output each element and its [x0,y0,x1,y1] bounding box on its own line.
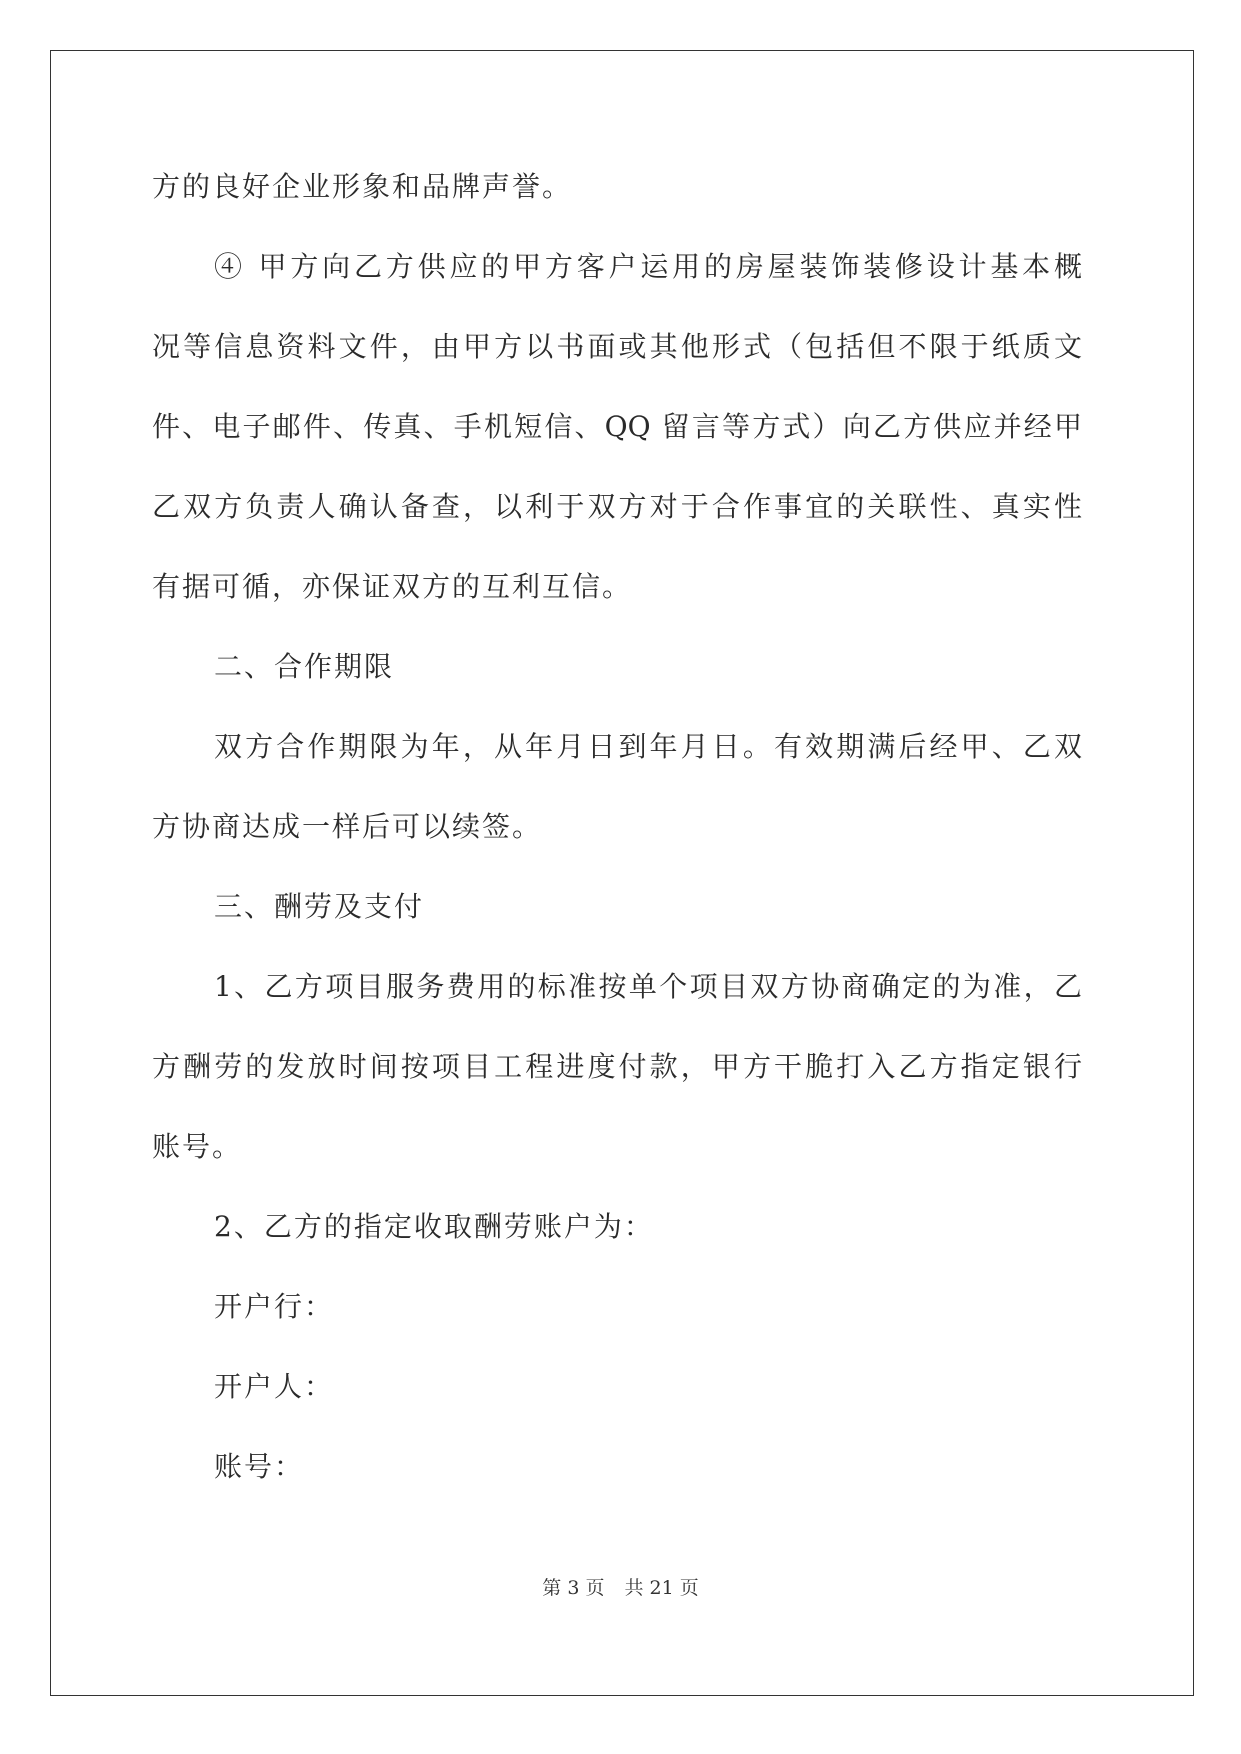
section-heading: 三、酬劳及支付 [214,890,425,923]
paragraph-line: 双方合作期限为年，从年月日到年月日。有效期满后经甲、乙双 [214,730,1082,763]
account-holder-label: 开户人： [214,1370,335,1403]
paragraph-line: 方协商达成一样后可以续签。 [152,810,543,843]
paragraph-line: 有据可循，亦保证双方的互利互信。 [152,570,633,603]
paragraph-line: 方酬劳的发放时间按项目工程进度付款，甲方干脆打入乙方指定银行 [152,1050,1082,1083]
paragraph-line: 乙双方负责人确认备查，以利于双方对于合作事宜的关联性、真实性 [152,490,1082,523]
current-page-number: 第 3 页 [542,1577,605,1599]
paragraph-line: 1、乙方项目服务费用的标准按单个项目双方协商确定的为准，乙 [214,970,1082,1003]
page-footer [0,1575,1241,1601]
paragraph-line: ④ 甲方向乙方供应的甲方客户运用的房屋装饰装修设计基本概 [214,250,1082,283]
paragraph-line: 况等信息资料文件，由甲方以书面或其他形式（包括但不限于纸质文 [152,330,1082,363]
bank-field-label: 开户行： [214,1290,335,1323]
total-page-count: 共 21 页 [624,1577,699,1599]
paragraph-line: 账号。 [152,1130,243,1163]
paragraph-line: 件、电子邮件、传真、手机短信、QQ 留言等方式）向乙方供应并经甲 [152,410,1082,443]
account-number-label: 账号： [214,1450,305,1483]
section-heading: 二、合作期限 [214,650,395,683]
paragraph-line: 方的良好企业形象和品牌声誉。 [152,170,573,203]
paragraph-line: 2、乙方的指定收取酬劳账户为： [214,1210,654,1243]
